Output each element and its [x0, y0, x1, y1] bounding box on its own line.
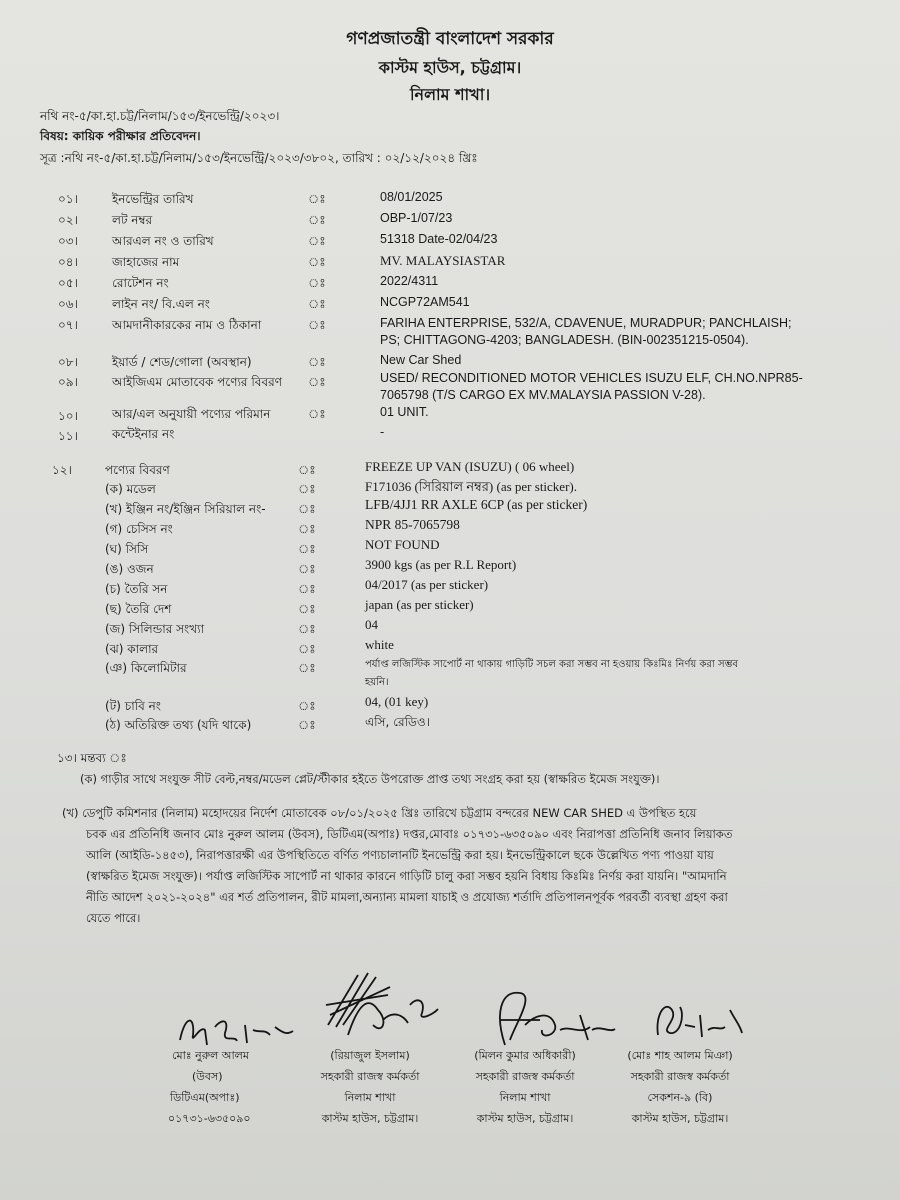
row-value: 01 UNIT. [380, 405, 429, 419]
remark-ka: (ক) গাড়ীর সাথে সংযুক্ত সীট বেল্ট,নম্বর/মডেল প্লেট/স্টীকার হইতে উপরোক্ত প্রাপ্ত তথ্য সংগ্রহ করা হয় (স্বাক্ষরিত ইমেজ সংযুক্ত)। [80, 772, 660, 786]
item-label: (খ) ইঞ্জিন নং/ইঞ্জিন সিরিয়াল নং- [105, 502, 266, 516]
row-label: রোটেশন নং [112, 276, 169, 290]
item-colon: ঃ [298, 602, 316, 616]
row-colon: ঃ [308, 297, 326, 311]
row-label: আইজিএম মোতাবেক পণ্যের বিবরণ [112, 375, 282, 389]
item-value: F171036 (সিরিয়াল নম্বর) (as per sticker). [365, 479, 577, 494]
row-value-line2: PS; CHITTAGONG-4203; BANGLADESH. (BIN-002351215-0504). [380, 333, 749, 347]
item-value-line2: হয়নি। [365, 677, 389, 688]
row-value-line2: 7065798 (T/S CARGO EX MV.MALAYSIA PASSION V-28). [380, 388, 706, 402]
row-value: NCGP72AM541 [380, 295, 470, 309]
signatory-line: নিলাম শাখা [344, 1091, 396, 1104]
signatory-line: কাস্টম হাউস, চট্টগ্রাম। [631, 1112, 729, 1125]
signature-block-1 [150, 1045, 290, 1129]
row-colon: ঃ [308, 213, 326, 227]
item-label: (ঙ) ওজন [105, 562, 154, 576]
row-label: আমদানীকারকের নাম ও ঠিকানা [112, 318, 262, 332]
row-colon: ঃ [308, 234, 326, 248]
signatory-line: (উবস) [192, 1070, 223, 1083]
signatory-line: কাস্টম হাউস, চট্টগ্রাম। [476, 1112, 574, 1125]
item-label: (ঘ) সিসি [105, 542, 149, 556]
item-colon: ঃ [298, 582, 316, 596]
item-label: (জ) সিলিন্ডার সংখ্যা [105, 622, 205, 636]
signatory-line: সহকারী রাজস্ব কর্মকর্তা [320, 1070, 420, 1083]
item-colon: ঃ [298, 622, 316, 636]
item-colon: ঃ [298, 642, 316, 656]
row-value: OBP-1/07/23 [380, 211, 453, 225]
remark-kha-line: আলি (আইডি-১৪৫৩), নিরাপত্তারক্ষী এর উপস্থিতিতে বর্ণিত পণ্যচালানটি ইনভেন্ট্রি করা হয়। ইনভেন্ট্রিকালে ছকে উল্লেখিত পণ্য পাওয়া যায় [86, 848, 714, 862]
signatory-line: নিলাম শাখা [499, 1091, 551, 1104]
signatory-name: মোঃ নুরুল আলম [172, 1049, 249, 1062]
goods-label: পণ্যের বিবরণ [105, 463, 170, 477]
item-colon: ঃ [298, 699, 316, 713]
goods-colon: ঃ [298, 463, 316, 477]
item-label: (ট) চাবি নং [105, 699, 161, 713]
row-value: 08/01/2025 [380, 190, 443, 204]
row-value-line1: USED/ RECONDITIONED MOTOR VEHICLES ISUZU ELF, CH.NO.NPR85- [380, 371, 803, 385]
item-value-line1: পর্যাপ্ত লজিস্টিক সাপোর্ট না থাকায় গাড়িটি সচল করা সম্ভব না হওয়ায় কিঃমিঃ নির্ণয় করা সম্ভব [365, 659, 739, 670]
row-number: ০৪। [58, 255, 78, 269]
row-label: লট নম্বর [112, 213, 153, 227]
item-value: 04 [365, 617, 378, 632]
item-value: 04/2017 (as per sticker) [365, 577, 489, 592]
item-colon: ঃ [298, 661, 316, 675]
item-value: LFB/4JJ1 RR AXLE 6CP (as per sticker) [365, 497, 588, 512]
row-value: 51318 Date-02/04/23 [380, 232, 498, 246]
row-colon: ঃ [308, 318, 326, 332]
file-number: নথি নং-৫/কা.হা.চট্ট/নিলাম/১৫৩/ইনভেন্ট্রি/২০২৩। [40, 109, 280, 123]
item-label: (ঞ) কিলোমিটার [105, 661, 187, 675]
signatory-phone: ০১৭৩১-৬৩৫০৯০ [168, 1112, 251, 1125]
row-colon: ঃ [308, 276, 326, 290]
row-colon: ঃ [308, 255, 326, 269]
signatory-line: ডিটিএম(অপাঃ) [170, 1091, 240, 1104]
row-label: আরএল নং ও তারিখ [112, 234, 214, 248]
item-value: NOT FOUND [365, 537, 440, 552]
item-label: (গ) চেসিস নং [105, 522, 173, 536]
item-value: 04, (01 key) [365, 694, 429, 709]
item-colon: ঃ [298, 718, 316, 732]
item-value: japan (as per sticker) [365, 597, 474, 612]
signatory-name: (মোঃ শাহ আলম মিঞা) [627, 1049, 733, 1062]
item-label: (ছ) তৈরি দেশ [105, 602, 172, 616]
signatory-name: (মিলন কুমার অধিকারী) [474, 1049, 576, 1062]
signature-block-4 [600, 1045, 760, 1129]
row-label: ইনভেন্ট্রির তারিখ [112, 192, 194, 206]
remark-kha-line: নীতি আদেশ ২০২১-২০২৪" এর শর্ত প্রতিপালন, রীট মামলা,অন্যান্য মামলা যাচাই ও প্রযোজ্য শর্তাদি প্রতিপালনপূর্বক পরবর্তী ব্যবস্থা গ্রহণ করা [86, 890, 728, 904]
row-label: আর/এল অনুযায়ী পণ্যের পরিমান [112, 407, 271, 421]
row-value: New Car Shed [380, 353, 462, 367]
item-colon: ঃ [298, 482, 316, 496]
row-number: ০২। [58, 213, 78, 227]
signature-block-3 [445, 1045, 605, 1129]
row-label: ইয়ার্ড / শেড/গোলা (অবস্থান) [112, 355, 252, 369]
row-number: ০৯। [58, 375, 78, 389]
row-number: ০৩। [58, 234, 78, 248]
item-value: white [365, 637, 394, 652]
item-value: 3900 kgs (as per R.L Report) [365, 557, 517, 572]
signatory-line: কাস্টম হাউস, চট্টগ্রাম। [321, 1112, 419, 1125]
remark-kha-line: (স্বাক্ষরিত ইমেজ সংযুক্ত)। পর্যাপ্ত লজিস্টিক সাপোর্ট না থাকার কারনে গাড়িটি চালু করা সম্ভব হয়নি বিধায় কিঃমিঃ নির্ণয় করা যায়নি। "আমদানি [86, 869, 727, 883]
item-colon: ঃ [298, 502, 316, 516]
goods-value: FREEZE UP VAN (ISUZU) ( 06 wheel) [365, 459, 575, 474]
signature-block-2 [290, 1045, 450, 1129]
row-colon: ঃ [308, 375, 326, 389]
row-colon: ঃ [308, 407, 326, 421]
row-number: ০৭। [58, 318, 78, 332]
row-number: ০৮। [58, 355, 78, 369]
row-number: ১১। [58, 429, 78, 443]
reference-line: সূত্র :নথি নং-৫/কা.হা.চট্ট/নিলাম/১৫৩/ইনভেন্ট্রি/২০২৩/৩৮০২, তারিখ : ০২/১২/২০২৪ খ্রিঃ [40, 151, 478, 165]
row-number: ১০। [58, 409, 78, 423]
remark-kha-line: চবক এর প্রতিনিধি জনাব মোঃ নুরুল আলম (উবস), ডিটিএম(অপাঃ) দপ্তর,মোবাঃ ০১৭৩১-৬৩৫০৯০ এবং নিরাপত্তা প্রতিনিধি জনাব লিয়াকত [86, 827, 733, 841]
row-number: ০৬। [58, 297, 78, 311]
subject-line: বিষয়: কায়িক পরীক্ষার প্রতিবেদন। [40, 129, 201, 143]
row-number: ০৫। [58, 276, 78, 290]
row-colon: ঃ [308, 192, 326, 206]
item-label: (ঠ) অতিরিক্ত তথ্য (যদি থাকে) [105, 718, 252, 732]
section-title: নিলাম শাখা। [409, 85, 491, 104]
row-number: ০১। [58, 192, 78, 206]
row-label: জাহাজের নাম [112, 255, 180, 269]
row-value: - [380, 425, 385, 439]
item-label: (ক) মডেল [105, 482, 156, 496]
remark-kha [62, 803, 862, 929]
office-title: কাস্টম হাউস, চট্টগ্রাম। [378, 58, 522, 77]
row-value-line1: FARIHA ENTERPRISE, 532/A, CDAVENUE, MURADPUR; PANCHLAISH; [380, 316, 792, 330]
row-label: কন্টেইনার নং [112, 427, 175, 441]
row-label: লাইন নং/ বি.এল নং [112, 297, 210, 311]
item-value: NPR 85-7065798 [365, 517, 460, 532]
signature-scribble-4 [650, 995, 750, 1045]
item-colon: ঃ [298, 522, 316, 536]
item-colon: ঃ [298, 542, 316, 556]
remarks-heading: ১৩। মন্তব্য ঃ [57, 751, 127, 765]
signatory-name: (রিয়াজুল ইসলাম) [330, 1049, 410, 1062]
signature-scribble-2 [318, 965, 448, 1045]
row-value: MV. MALAYSIASTAR [380, 253, 506, 268]
signatory-line: সেকশন-৯ (বি) [647, 1091, 713, 1104]
item-label: (ঝ) কালার [105, 642, 159, 656]
goods-number: ১২। [52, 463, 72, 477]
item-colon: ঃ [298, 562, 316, 576]
remark-kha-line: (খ) ডেপুটি কমিশনার (নিলাম) মহোদয়ের নির্দেশ মোতাবেক ০৮/০১/২০২৫ খ্রিঃ তারিখে চট্টগ্রাম বন্দরের NEW CAR SHED এ উপস্থিত হয়ে [62, 806, 697, 820]
row-value: 2022/4311 [380, 274, 439, 288]
item-label: (চ) তৈরি সন [105, 582, 168, 596]
signatory-line: সহকারী রাজস্ব কর্মকর্তা [630, 1070, 730, 1083]
signatory-line: সহকারী রাজস্ব কর্মকর্তা [475, 1070, 575, 1083]
government-title: গণপ্রজাতন্ত্রী বাংলাদেশ সরকার [346, 29, 554, 49]
remark-kha-line: যেতে পারে। [86, 911, 141, 925]
item-value: এসি, রেডিও। [365, 715, 430, 729]
row-colon: ঃ [308, 355, 326, 369]
